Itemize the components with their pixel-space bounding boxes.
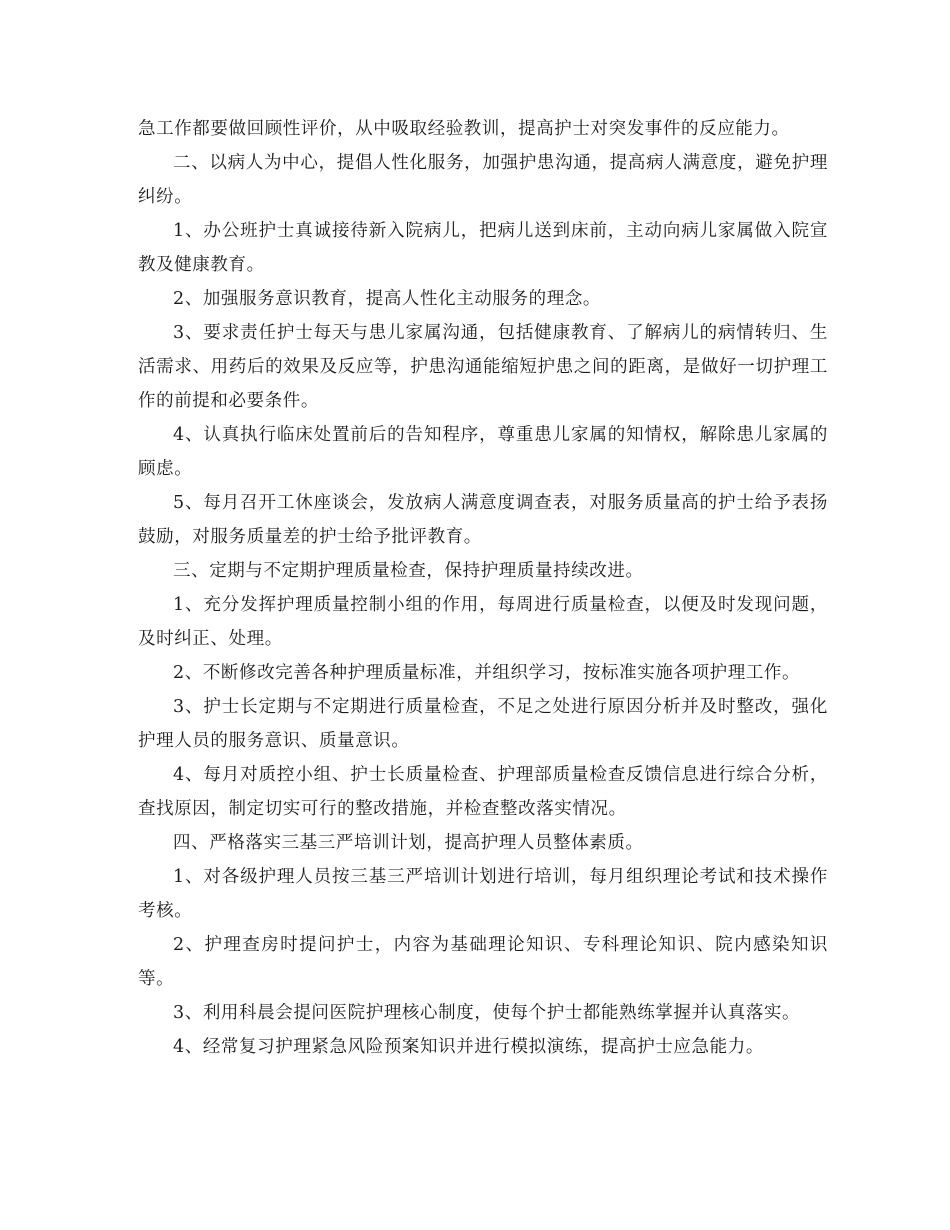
section-heading-3: 三、定期与不定期护理质量检查，保持护理质量持续改进。 [173,561,644,581]
paragraph-item: 3、利用科晨会提问医院护理核心制度，使每个护士都能熟练掌握并认真落实。 [173,1003,801,1023]
paragraph-item: 4、认真执行临床处置前后的告知程序，尊重患儿家属的知情权，解除患儿家属的顾虑。 [138,425,828,479]
paragraph-item: 2、加强服务意识教育，提高人性化主动服务的理念。 [173,289,602,309]
paragraph-item: 4、经常复习护理紧急风险预案知识并进行模拟演练，提高护士应急能力。 [173,1037,764,1057]
paragraph-item: 2、护理查房时提问护士，内容为基础理论知识、专科理论知识、院内感染知识等。 [138,935,828,989]
section-heading-2: 二、以病人为中心，提倡人性化服务，加强护患沟通，提高病人满意度，避免护理纠纷。 [138,153,828,207]
paragraph-item: 5、每月召开工休座谈会，发放病人满意度调查表，对服务质量高的护士给予表扬鼓励，对服务质量差的护士给予批评教育。 [138,493,828,547]
document-body [138,112,828,1064]
paragraph-item: 1、充分发挥护理质量控制小组的作用，每周进行质量检查，以便及时发现问题，及时纠正、处理。 [138,595,828,649]
paragraph-item: 3、护士长定期与不定期进行质量检查，不足之处进行原因分析并及时整改，强化护理人员的服务意识、质量意识。 [138,697,828,751]
paragraph-item: 1、办公班护士真诚接待新入院病儿，把病儿送到床前，主动向病儿家属做入院宣教及健康教育。 [138,221,828,275]
paragraph-continuation: 急工作都要做回顾性评价，从中吸取经验教训，提高护士对突发事件的反应能力。 [138,119,790,139]
paragraph-item: 4、每月对质控小组、护士长质量检查、护理部质量检查反馈信息进行综合分析，查找原因，制定切实可行的整改措施，并检查整改落实情况。 [138,765,828,819]
paragraph-item: 3、要求责任护士每天与患儿家属沟通，包括健康教育、了解病儿的病情转归、生活需求、用药后的效果及反应等，护患沟通能缩短护患之间的距离，是做好一切护理工作的前提和必要条件。 [138,323,828,411]
paragraph-item: 1、对各级护理人员按三基三严培训计划进行培训，每月组织理论考试和技术操作考核。 [138,867,828,921]
section-heading-4: 四、严格落实三基三严培训计划，提高护理人员整体素质。 [173,833,644,853]
paragraph-item: 2、不断修改完善各种护理质量标准，并组织学习，按标准实施各项护理工作。 [173,663,801,683]
